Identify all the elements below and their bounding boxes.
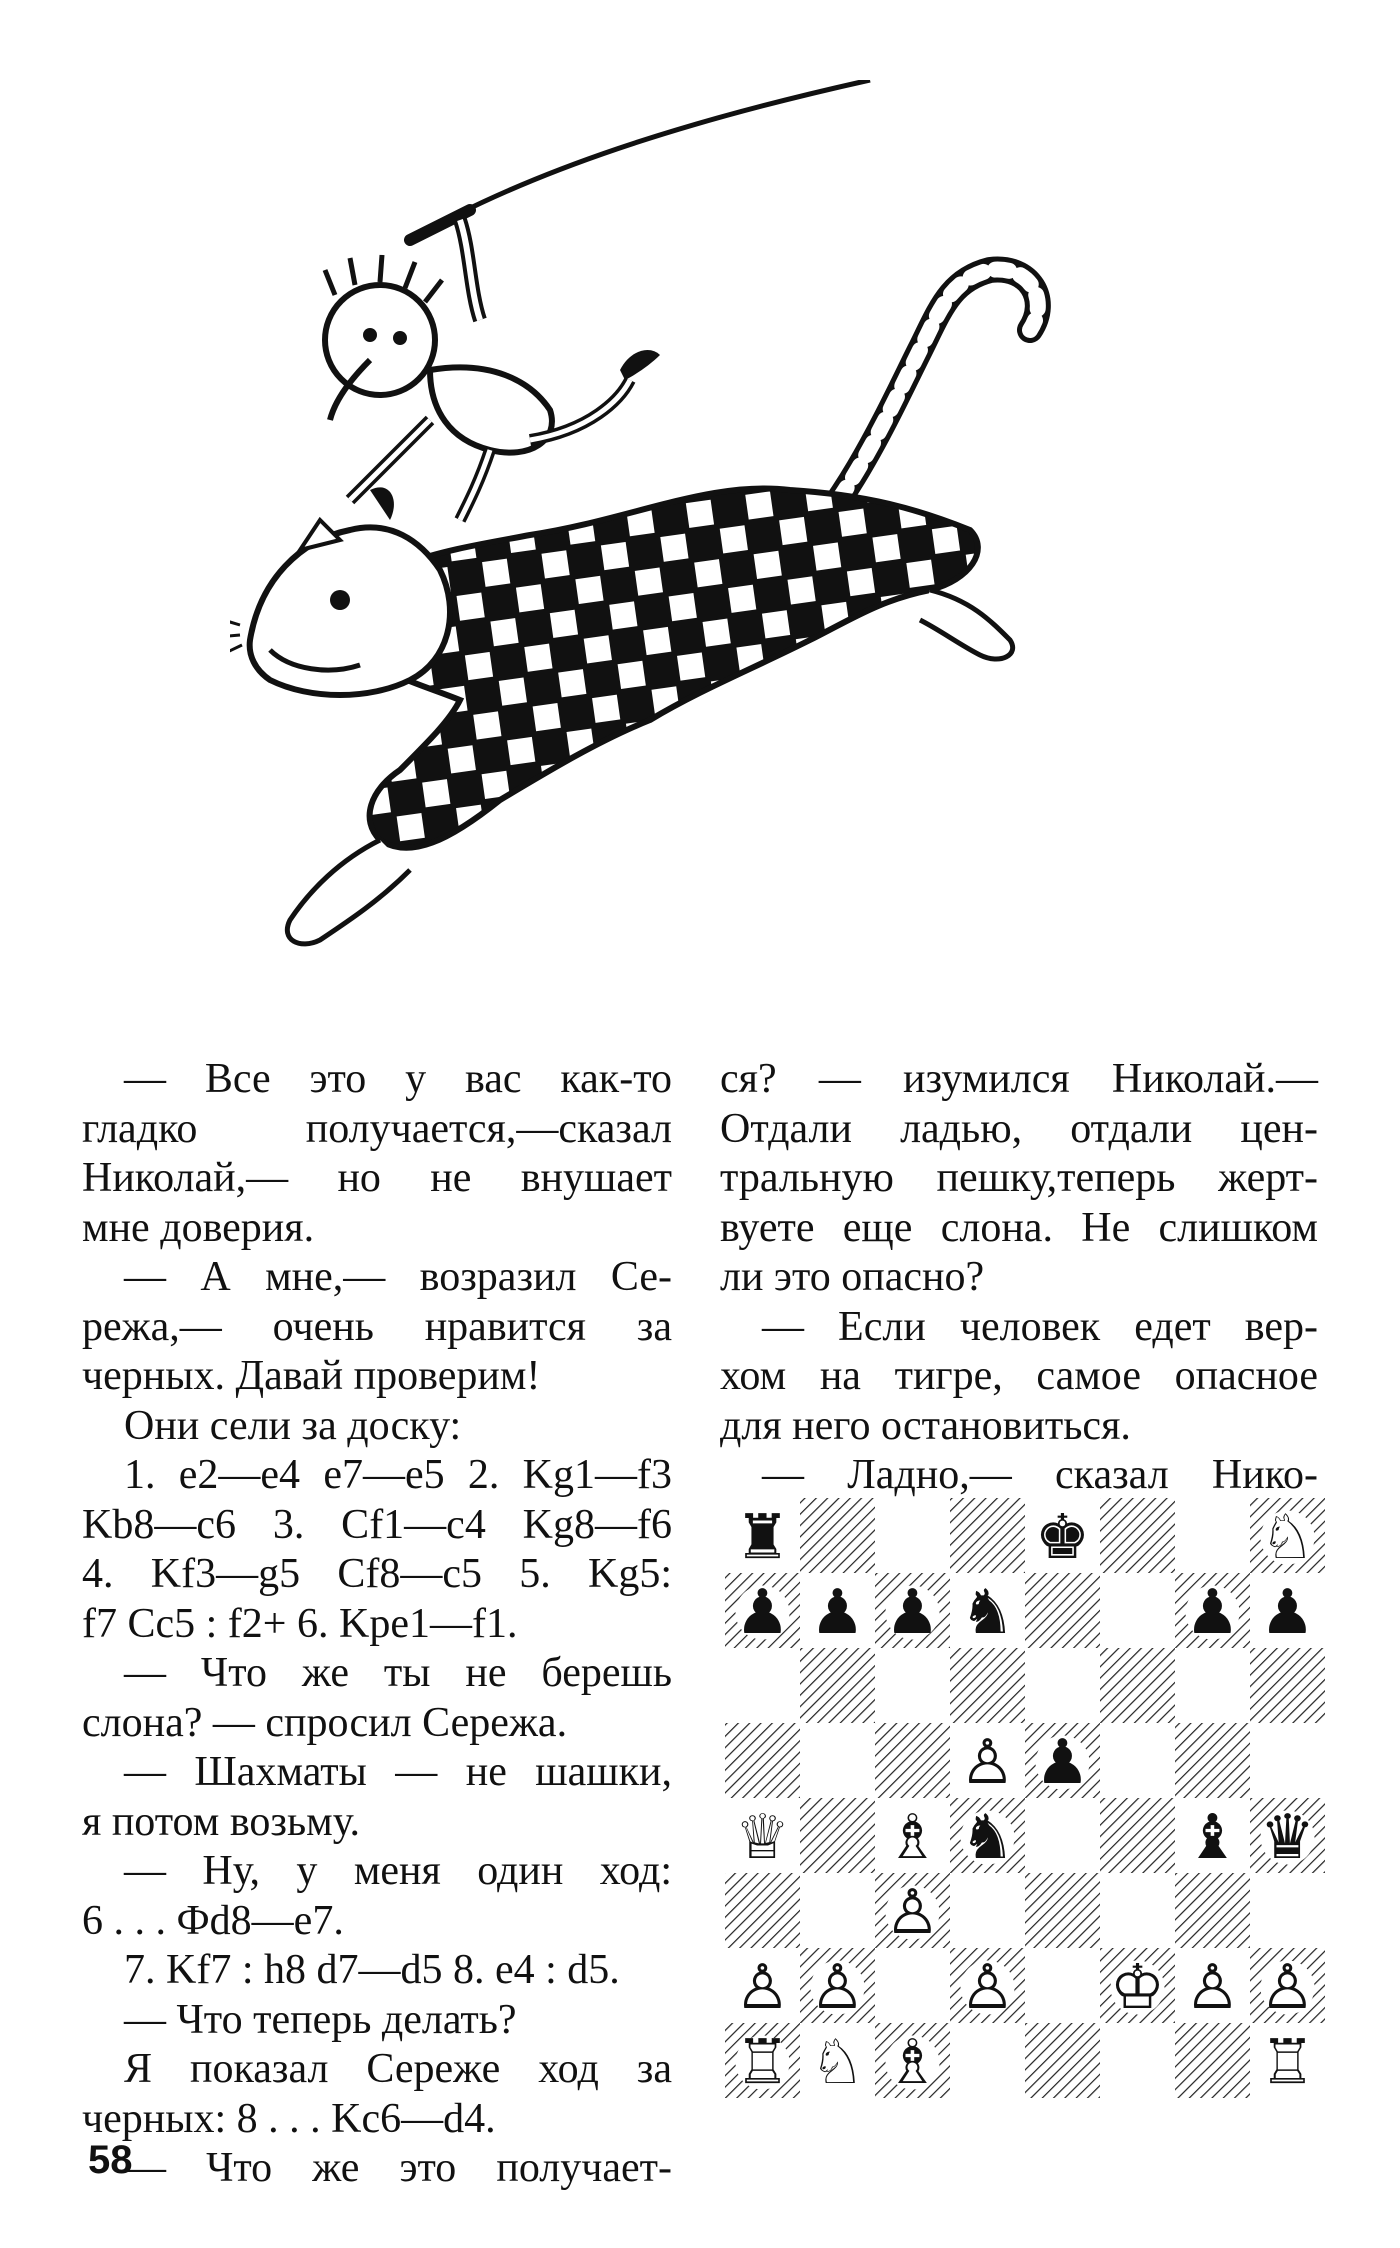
- text-line: Николай,— но не внушает: [82, 1155, 672, 1201]
- boy-riding-checkered-tiger-illustration: [230, 80, 1130, 1020]
- square-h3: [1250, 1873, 1325, 1948]
- square-c6: [875, 1648, 950, 1723]
- text-line: режа,— очень нравится за: [82, 1303, 672, 1350]
- text-line: — Все это у вас как-то: [124, 1056, 672, 1102]
- white-pawn-icon: ♙: [959, 1951, 1016, 2023]
- white-queen-icon: ♕: [734, 1801, 791, 1873]
- text-line: 7. Kf7 : h8 d7—d5 8. e4 : d5.: [124, 1947, 620, 1993]
- white-pawn-icon: ♙: [959, 1726, 1016, 1798]
- white-bishop-icon: ♗: [884, 1801, 941, 1873]
- text-line: — Что теперь делать?: [124, 1996, 517, 2043]
- square-g8: [1175, 1498, 1250, 1573]
- text-line: — Ну, у меня один ход:: [124, 1848, 672, 1894]
- text-line: тральную пешку,теперь жерт-: [720, 1155, 1318, 1201]
- square-d3: [950, 1873, 1025, 1948]
- square-e7: [1025, 1573, 1100, 1648]
- square-f3: [1100, 1873, 1175, 1948]
- text-line: Они сели за доску:: [124, 1402, 462, 1449]
- square-g6: [1175, 1648, 1250, 1723]
- square-f5: [1100, 1723, 1175, 1798]
- square-a3: [725, 1873, 800, 1948]
- square-e4: [1025, 1798, 1100, 1873]
- square-c2: [875, 1948, 950, 2023]
- text-line: — Шахматы — не шашки,: [124, 1749, 672, 1795]
- text-line: — Что же это получает-: [124, 2145, 672, 2191]
- text-line: — Что же ты не берешь: [124, 1650, 672, 1696]
- white-pawn-icon: ♙: [1259, 1951, 1316, 2023]
- left-text-column: [82, 1055, 672, 2194]
- white-pawn-icon: ♙: [734, 1951, 791, 2023]
- text-line: гладко получается,—сказал: [82, 1105, 672, 1152]
- text-line: для него остановиться.: [720, 1402, 1131, 1449]
- black-pawn-icon: ♟: [1259, 1576, 1316, 1648]
- text-line: ли это опасно?: [720, 1254, 985, 1300]
- black-pawn-icon: ♟: [884, 1576, 941, 1648]
- square-b6: [800, 1648, 875, 1723]
- square-h6: [1250, 1648, 1325, 1723]
- black-queen-icon: ♛: [1259, 1801, 1316, 1873]
- text-line: мне доверия.: [82, 1204, 315, 1251]
- text-line: 6 . . . Фd8—e7.: [82, 1897, 344, 1944]
- page-number: 58: [88, 2138, 133, 2182]
- text-line: f7 Cc5 : f2+ 6. Kpe1—f1.: [82, 1600, 518, 1647]
- square-d6: [950, 1648, 1025, 1723]
- square-f4: [1100, 1798, 1175, 1873]
- black-rook-icon: ♜: [734, 1501, 791, 1573]
- chess-board: [725, 1498, 1325, 2098]
- black-pawn-icon: ♟: [734, 1576, 791, 1648]
- square-e1: [1025, 2023, 1100, 2098]
- white-bishop-icon: ♗: [884, 2026, 941, 2098]
- text-line: Отдали ладью, отдали цен-: [720, 1105, 1318, 1152]
- white-knight-icon: ♘: [1259, 1501, 1316, 1573]
- square-a5: [725, 1723, 800, 1798]
- text-line: черных. Давай проверим!: [82, 1353, 541, 1399]
- square-b8: [800, 1498, 875, 1573]
- square-g3: [1175, 1873, 1250, 1948]
- square-b4: [800, 1798, 875, 1873]
- square-b5: [800, 1723, 875, 1798]
- white-pawn-icon: ♙: [884, 1876, 941, 1948]
- black-knight-icon: ♞: [959, 1801, 1016, 1873]
- square-e3: [1025, 1873, 1100, 1948]
- text-line: хом на тигре, самое опасное: [720, 1353, 1318, 1399]
- square-f1: [1100, 2023, 1175, 2098]
- square-g5: [1175, 1723, 1250, 1798]
- square-e6: [1025, 1648, 1100, 1723]
- square-b3: [800, 1873, 875, 1948]
- text-line: Kb8—c6 3. Cf1—c4 Kg8—f6: [82, 1501, 672, 1548]
- black-king-icon: ♚: [1034, 1501, 1091, 1573]
- text-line: — А мне,— возразил Се-: [124, 1254, 672, 1300]
- square-c8: [875, 1498, 950, 1573]
- square-a6: [725, 1648, 800, 1723]
- text-line: — Ладно,— сказал Нико-: [762, 1452, 1318, 1498]
- black-pawn-icon: ♟: [1034, 1726, 1091, 1798]
- square-d1: [950, 2023, 1025, 2098]
- text-line: я потом возьму.: [82, 1798, 360, 1845]
- text-line: черных: 8 . . . Kc6—d4.: [82, 2095, 496, 2142]
- square-f7: [1100, 1573, 1175, 1648]
- boy-rider: [300, 80, 870, 550]
- square-g1: [1175, 2023, 1250, 2098]
- white-pawn-icon: ♙: [1184, 1951, 1241, 2023]
- text-line: вуете еще слона. Не слишком: [720, 1204, 1318, 1251]
- black-knight-icon: ♞: [959, 1576, 1016, 1648]
- square-e2: [1025, 1948, 1100, 2023]
- white-knight-icon: ♘: [809, 2026, 866, 2098]
- white-king-icon: ♔: [1109, 1951, 1166, 2023]
- text-line: — Если человек едет вер-: [762, 1303, 1318, 1350]
- square-h5: [1250, 1723, 1325, 1798]
- text-line: 4. Kf3—g5 Cf8—c5 5. Kg5:: [82, 1551, 672, 1597]
- square-f8: [1100, 1498, 1175, 1573]
- black-pawn-icon: ♟: [809, 1576, 866, 1648]
- square-f6: [1100, 1648, 1175, 1723]
- text-line: слона? — спросил Сережа.: [82, 1699, 568, 1746]
- black-bishop-icon: ♝: [1184, 1801, 1241, 1873]
- white-rook-icon: ♖: [734, 2026, 791, 2098]
- text-line: 1. e2—e4 e7—e5 2. Kg1—f3: [124, 1452, 672, 1498]
- text-line: Я показал Сереже ход за: [124, 2046, 672, 2092]
- white-pawn-icon: ♙: [809, 1951, 866, 2023]
- white-rook-icon: ♖: [1259, 2026, 1316, 2098]
- text-line: ся? — изумился Николай.—: [720, 1056, 1318, 1102]
- black-pawn-icon: ♟: [1184, 1576, 1241, 1648]
- chess-diagram: [725, 1498, 1325, 2098]
- square-d8: [950, 1498, 1025, 1573]
- square-c5: [875, 1723, 950, 1798]
- right-text-column: [720, 1055, 1318, 1501]
